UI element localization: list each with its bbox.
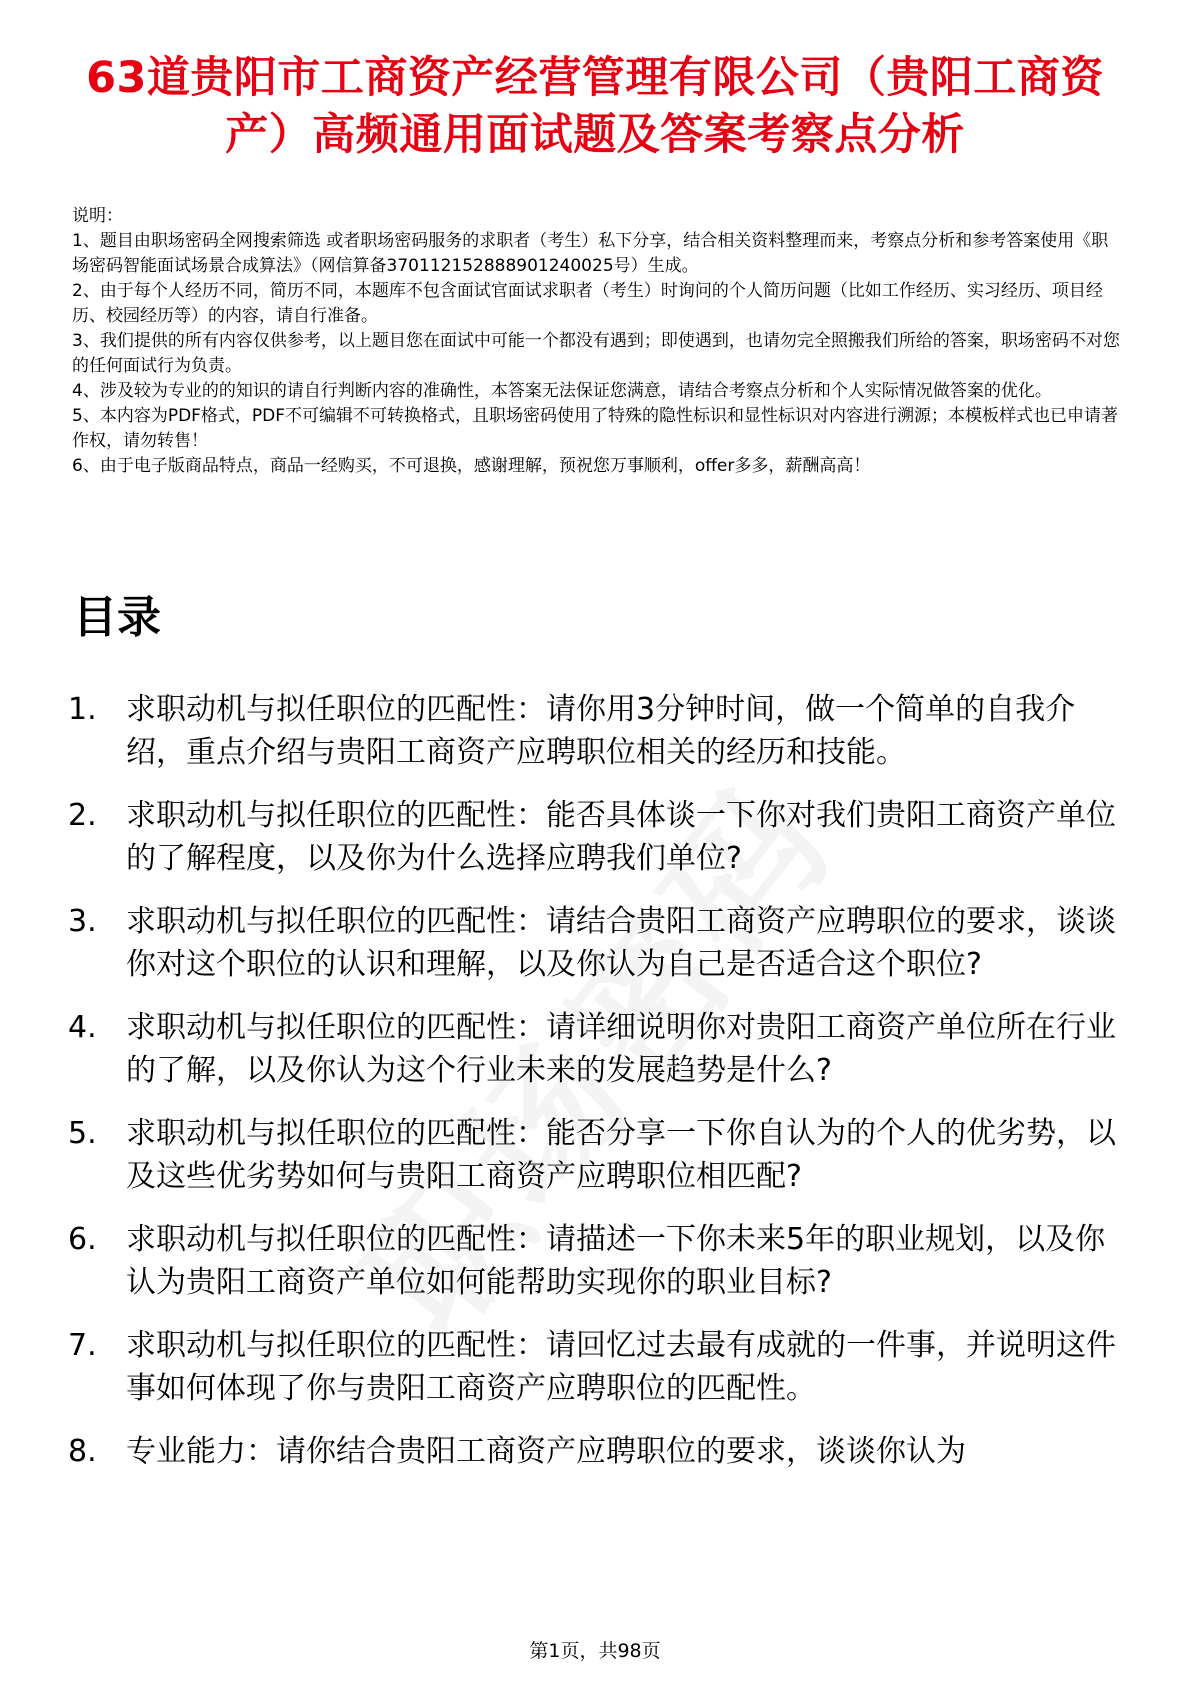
- toc-item[interactable]: [68, 1324, 1128, 1410]
- toc-item[interactable]: [68, 688, 1128, 774]
- toc-item[interactable]: [68, 794, 1128, 880]
- notes-heading: 说明：: [72, 206, 123, 226]
- toc-item-text: 求职动机与拟任职位的匹配性：能否具体谈一下你对我们贵阳工商资产单位的了解程度，以及你为什么选择应聘我们单位?: [126, 798, 1116, 876]
- note-item: 1、题目由职场密码全网搜索筛选 或者职场密码服务的求职者（考生）私下分享，结合相关资料整理而来，考察点分析和参考答案使用《职场密码智能面试场景合成算法》（网信算备370112152888901240025号）生成。: [72, 231, 1109, 276]
- toc-item-text: 求职动机与拟任职位的匹配性：请结合贵阳工商资产应聘职位的要求，谈谈你对这个职位的认识和理解，以及你认为自己是否适合这个职位?: [126, 904, 1116, 982]
- toc-item-text: 求职动机与拟任职位的匹配性：请你用3分钟时间，做一个简单的自我介绍，重点介绍与贵阳工商资产应聘职位相关的经历和技能。: [126, 692, 1076, 770]
- toc-item-number: 5.: [68, 1116, 97, 1151]
- toc-item-number: 1.: [68, 692, 97, 727]
- note-item: 4、涉及较为专业的的知识的请自行判断内容的准确性，本答案无法保证您满意，请结合考察点分析和个人实际情况做答案的优化。: [72, 381, 1052, 401]
- note-item: 5、本内容为PDF格式，PDF不可编辑不可转换格式，且职场密码使用了特殊的隐性标识和显性标识对内容进行溯源；本模板样式也已申请著作权，请勿转售！: [72, 406, 1119, 451]
- toc-item[interactable]: [68, 900, 1128, 986]
- toc-item-number: 2.: [68, 798, 97, 833]
- toc-item-text: 求职动机与拟任职位的匹配性：能否分享一下你自认为的个人的优劣势，以及这些优劣势如何与贵阳工商资产应聘职位相匹配?: [126, 1116, 1116, 1194]
- toc-item-number: 8.: [68, 1434, 97, 1469]
- toc-item-number: 7.: [68, 1328, 97, 1363]
- toc-item-text: 求职动机与拟任职位的匹配性：请详细说明你对贵阳工商资产单位所在行业的了解，以及你认为这个行业未来的发展趋势是什么?: [126, 1010, 1116, 1088]
- toc-item-text: 求职动机与拟任职位的匹配性：请回忆过去最有成就的一件事，并说明这件事如何体现了你与贵阳工商资产应聘职位的匹配性。: [126, 1328, 1116, 1406]
- document-title: 63道贵阳市工商资产经营管理有限公司（贵阳工商资产）高频通用面试题及答案考察点分析: [86, 53, 1104, 160]
- toc-item-text: 专业能力：请你结合贵阳工商资产应聘职位的要求，谈谈你认为: [126, 1434, 966, 1469]
- toc-heading: 目录: [73, 592, 161, 643]
- note-item: 2、由于每个人经历不同，简历不同，本题库不包含面试官面试求职者（考生）时询问的个人简历问题（比如工作经历、实习经历、项目经历、校园经历等）的内容，请自行准备。: [72, 281, 1103, 326]
- toc-item-text: 求职动机与拟任职位的匹配性：请描述一下你未来5年的职业规划，以及你认为贵阳工商资产单位如何能帮助实现你的职业目标?: [126, 1222, 1106, 1300]
- note-item: 6、由于电子版商品特点，商品一经购买，不可退换，感谢理解，预祝您万事顺利，offer多多，薪酬高高！: [72, 456, 871, 476]
- note-item: 3、我们提供的所有内容仅供参考，以上题目您在面试中可能一个都没有遇到；即使遇到，也请勿完全照搬我们所给的答案，职场密码不对您的任何面试行为负责。: [72, 331, 1120, 376]
- page-footer: 第1页，共98页: [529, 1640, 661, 1662]
- notes-section: [72, 204, 1120, 479]
- toc-item-number: 3.: [68, 904, 97, 939]
- toc-item[interactable]: [68, 1112, 1128, 1198]
- toc-item-number: 6.: [68, 1222, 97, 1257]
- toc-item[interactable]: [68, 1006, 1128, 1092]
- toc-item[interactable]: [68, 1218, 1128, 1304]
- toc-item[interactable]: [68, 1430, 1128, 1473]
- toc-item-number: 4.: [68, 1010, 97, 1045]
- table-of-contents: [68, 688, 1128, 1493]
